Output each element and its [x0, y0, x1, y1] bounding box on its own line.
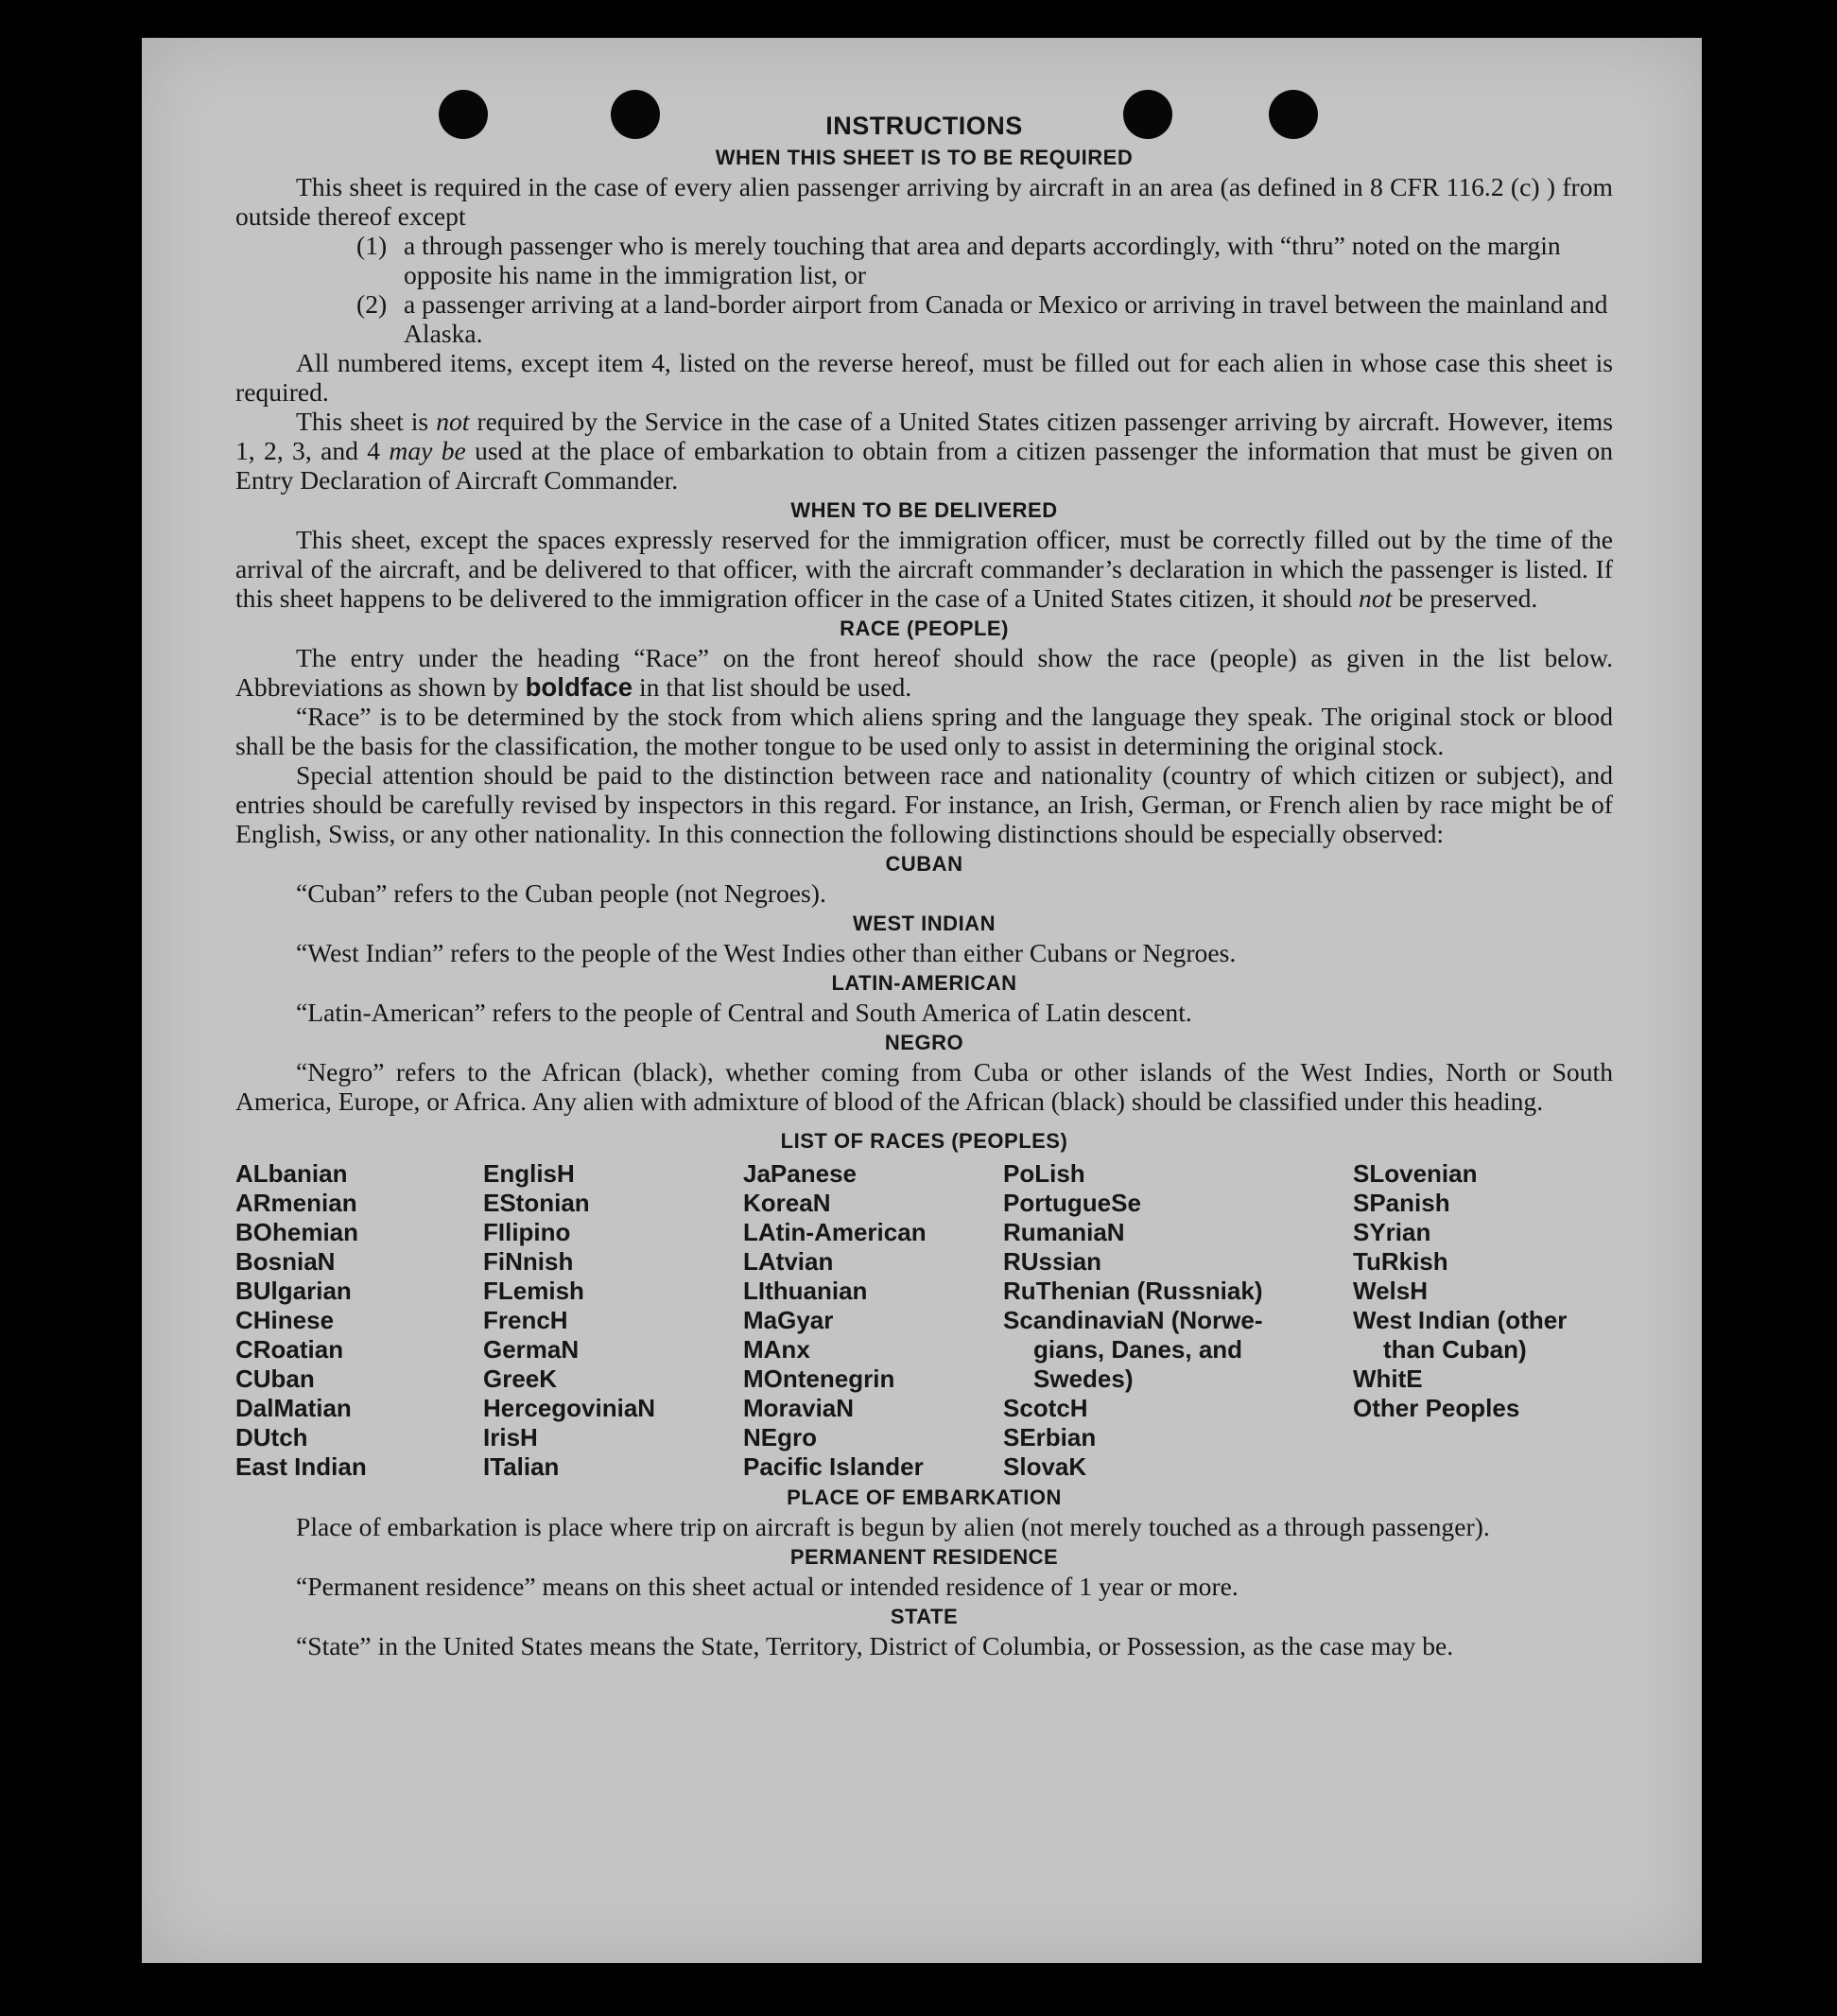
- race-item: MoraviaN: [743, 1394, 855, 1422]
- race-item: MOntenegrin: [743, 1364, 895, 1393]
- race-item: TuRkish: [1353, 1247, 1448, 1276]
- race-item: FIlipino: [483, 1218, 571, 1246]
- race-item: SPanish: [1353, 1189, 1450, 1217]
- race-item: ARmenian: [235, 1189, 357, 1217]
- item-number: (1): [356, 231, 388, 260]
- race-item-continued: gians, Danes, and: [1033, 1335, 1243, 1364]
- race-item: East Indian: [235, 1452, 367, 1481]
- race-item: LAtvian: [743, 1247, 834, 1276]
- text-span: used at the place of embarkation to obtain from a citizen passenger the information that must be given on Entry Declaration of Aircraft Commander.: [235, 436, 1614, 495]
- race-item: RUssian: [1003, 1247, 1102, 1276]
- emphasis-may-be: may be: [389, 436, 466, 465]
- exception-item-1: [235, 231, 1613, 289]
- race-item: Pacific Islander: [743, 1452, 924, 1481]
- race-item: FLemish: [483, 1277, 584, 1305]
- race-item: LIthuanian: [743, 1277, 868, 1305]
- heading-cuban: CUBAN: [885, 852, 963, 876]
- heading-negro: NEGRO: [884, 1031, 964, 1054]
- race-item: MaGyar: [743, 1306, 834, 1334]
- heading-west-indian: WEST INDIAN: [853, 912, 996, 935]
- item-text: a through passenger who is merely touching that area and departs accordingly, with “thru” noted on the margin opposite his name in the immigration list, or: [404, 231, 1561, 289]
- race-item: CHinese: [235, 1306, 335, 1334]
- race-item: FiNnish: [483, 1247, 574, 1276]
- race-item: NEgro: [743, 1423, 817, 1451]
- heading-latin-american: LATIN-AMERICAN: [831, 971, 1017, 995]
- page-title: INSTRUCTIONS: [825, 112, 1023, 140]
- heading-when-delivered: WHEN TO BE DELIVERED: [790, 498, 1058, 522]
- item-text: a passenger arriving at a land-border airport from Canada or Mexico or arriving in travel between the mainland and Alaska.: [404, 289, 1608, 348]
- paragraph-race-entry: [235, 643, 1613, 702]
- text-span: The entry under the heading “Race” on the front hereof should show the race (people) as given in the list below. Abbreviations as shown by: [235, 643, 1613, 702]
- emphasis-boldface: boldface: [525, 672, 633, 702]
- race-item: BOhemian: [235, 1218, 359, 1246]
- text-span: required by the Service in the case of a United States citizen passenger arriving by aircraft. However, items 1, 2, 3, and 4: [235, 407, 1613, 465]
- race-item: CRoatian: [235, 1335, 344, 1364]
- race-item: SErbian: [1003, 1423, 1097, 1451]
- race-column-3: [743, 1159, 1003, 1482]
- race-item: BUlgarian: [235, 1277, 352, 1305]
- race-item: ALbanian: [235, 1159, 348, 1188]
- definition-west-indian: “West Indian” refers to the people of the West Indies other than either Cubans or Negroes.: [296, 938, 1237, 967]
- race-item: MAnx: [743, 1335, 810, 1364]
- race-item: EStonian: [483, 1189, 590, 1217]
- definition-permanent-residence: “Permanent residence” means on this sheet actual or intended residence of 1 year or more.: [296, 1572, 1239, 1601]
- paragraph-race-stock: “Race” is to be determined by the stock from which aliens spring and the language they speak. The original stock or blood shall be the basis for the classification, the mother tongue to be used only to assist in determining the original stock.: [235, 702, 1613, 760]
- race-item: RumaniaN: [1003, 1218, 1125, 1246]
- race-column-1: [235, 1159, 483, 1482]
- definition-cuban: “Cuban” refers to the Cuban people (not Negroes).: [296, 878, 826, 908]
- emphasis-not: not: [436, 407, 470, 436]
- race-item: SlovaK: [1003, 1452, 1087, 1481]
- race-item: WelsH: [1353, 1277, 1428, 1305]
- race-item: BosniaN: [235, 1247, 336, 1276]
- race-column-4: [1003, 1159, 1353, 1482]
- text-span: be preserved.: [1398, 583, 1538, 613]
- race-item: SLovenian: [1353, 1159, 1478, 1188]
- paragraph-numbered-items: All numbered items, except item 4, listed on the reverse hereof, must be filled out for each alien in whose case this sheet is required.: [235, 348, 1613, 407]
- race-item: SYrian: [1353, 1218, 1431, 1246]
- item-number: (2): [356, 289, 388, 319]
- race-item: PoLish: [1003, 1159, 1085, 1188]
- race-item: HercegoviniaN: [483, 1394, 656, 1422]
- race-item: GreeK: [483, 1364, 558, 1393]
- race-item: DUtch: [235, 1423, 308, 1451]
- text-span: in that list should be used.: [638, 672, 912, 702]
- race-item: ITalian: [483, 1452, 560, 1481]
- race-item: JaPanese: [743, 1159, 857, 1188]
- race-item-continued: Swedes): [1033, 1364, 1134, 1393]
- definition-negro: “Negro” refers to the African (black), whether coming from Cuba or other islands of the West Indies, North or South America, Europe, or Africa. Any alien with admixture of blood of the African (black) should be classified under this heading.: [235, 1057, 1613, 1116]
- race-item: RuThenian (Russniak): [1003, 1277, 1263, 1305]
- definition-state: “State” in the United States means the State, Territory, District of Columbia, or Possession, as the case may be.: [296, 1631, 1454, 1660]
- race-item: GermaN: [483, 1335, 580, 1364]
- race-item: EnglisH: [483, 1159, 575, 1188]
- race-item: CUban: [235, 1364, 315, 1393]
- race-item: LAtin-American: [743, 1218, 927, 1246]
- race-item: ScotcH: [1003, 1394, 1088, 1422]
- race-item: DalMatian: [235, 1394, 352, 1422]
- heading-state: STATE: [890, 1605, 959, 1628]
- paragraph-delivered: [235, 525, 1613, 613]
- race-item: FrencH: [483, 1306, 568, 1334]
- definition-embarkation: Place of embarkation is place where trip on aircraft is begun by alien (not merely touched as a through passenger).: [296, 1512, 1490, 1541]
- heading-list-of-races: LIST OF RACES (PEOPLES): [780, 1129, 1068, 1153]
- heading-when-required: WHEN THIS SHEET IS TO BE REQUIRED: [715, 146, 1134, 169]
- race-item-continued: than Cuban): [1383, 1335, 1527, 1364]
- document-sheet: [142, 38, 1702, 1963]
- race-item: ScandinaviaN (Norwe-: [1003, 1306, 1263, 1334]
- heading-place-of-embarkation: PLACE OF EMBARKATION: [787, 1486, 1062, 1509]
- exception-item-2: [235, 289, 1613, 348]
- race-column-2: [483, 1159, 743, 1482]
- race-item: KoreaN: [743, 1189, 831, 1217]
- race-item: IrisH: [483, 1423, 538, 1451]
- race-item: WhitE: [1353, 1364, 1423, 1393]
- race-item: West Indian (other: [1353, 1306, 1568, 1334]
- text-span: This sheet is: [296, 407, 429, 436]
- race-item: Other Peoples: [1353, 1394, 1520, 1422]
- paragraph-required-intro: This sheet is required in the case of every alien passenger arriving by aircraft in an area (as defined in 8 CFR 116.2 (c) ) from outside thereof except: [235, 172, 1613, 231]
- emphasis-not: not: [1359, 583, 1393, 613]
- heading-race: RACE (PEOPLE): [840, 617, 1009, 640]
- definition-latin-american: “Latin-American” refers to the people of Central and South America of Latin descent.: [296, 998, 1192, 1027]
- instructions-content: [235, 106, 1613, 1660]
- text-span: This sheet, except the spaces expressly reserved for the immigration officer, must be correctly filled out by the time of the arrival of the aircraft, and be delivered to that officer, with the aircraft commander’s declaration in which the passenger is listed. If this sheet happens to be delivered to the immigration officer in the case of a United States citizen, it should: [235, 525, 1613, 613]
- paragraph-citizen: [235, 407, 1613, 495]
- race-item: PortugueSe: [1003, 1189, 1141, 1217]
- paragraph-race-distinction: Special attention should be paid to the distinction between race and nationality (country of which citizen or subject), and entries should be carefully revised by inspectors in this regard. For instance, an Irish, German, or French alien by race might be of English, Swiss, or any other nationality. In this connection the following distinctions should be especially observed:: [235, 760, 1613, 848]
- heading-permanent-residence: PERMANENT RESIDENCE: [789, 1545, 1059, 1569]
- race-column-5: [1353, 1159, 1613, 1482]
- race-list: [235, 1159, 1613, 1482]
